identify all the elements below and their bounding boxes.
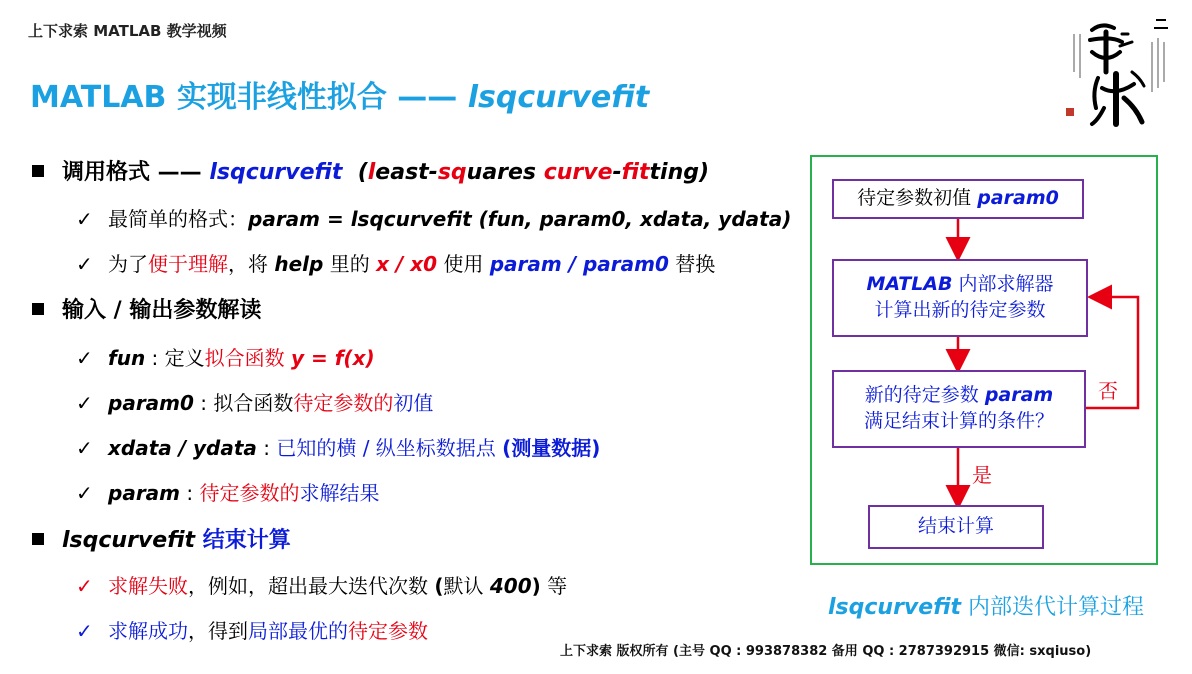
text: : <box>256 436 277 460</box>
highlight-blue: 求解成功 <box>108 619 188 643</box>
param-name: xdata / ydata <box>108 436 257 460</box>
highlight: 待定参数 <box>348 619 428 643</box>
highlight-blue: 已知的横 / 纵坐标数据点 <box>276 436 503 460</box>
sub-simplest-format <box>76 203 791 232</box>
square-bullet-icon <box>32 165 44 177</box>
highlight-blue: 初值 <box>393 391 434 415</box>
label-no: 否 <box>1098 379 1118 403</box>
text: : 定义 <box>145 346 205 370</box>
text: ，将 <box>228 252 275 276</box>
text: ，得到 <box>188 619 248 643</box>
copyright-footer: 上下求索 版权所有 (主号 QQ : 993878382 备用 QQ : 2787392915 微信: sxqiuso) <box>560 644 1092 659</box>
box-var: param0 <box>977 187 1059 210</box>
bullet-end-calc <box>32 523 291 554</box>
square-bullet-icon <box>32 303 44 315</box>
text-east: east- <box>375 160 438 185</box>
check-icon: ✓ <box>76 207 93 231</box>
function-name: lsqcurvefit <box>209 160 343 185</box>
check-icon: ✓ <box>76 619 93 643</box>
check-icon: ✓ <box>76 481 93 505</box>
sub-fail <box>76 570 567 599</box>
text: 使用 <box>437 252 490 276</box>
square-bullet-icon <box>32 533 44 545</box>
sub-fun <box>76 342 375 371</box>
sub-param <box>76 477 379 506</box>
syntax-code: param = lsqcurvefit (fun, param0, xdata, ydata) <box>248 207 792 231</box>
box-text: 待定参数初值 <box>857 187 978 210</box>
max-iter-value: 400 <box>489 574 532 598</box>
highlight-blue: 求解结果 <box>299 481 380 505</box>
iteration-flowchart <box>810 155 1158 565</box>
caption-text: 内部迭代计算过程 <box>961 595 1145 620</box>
title-part1: MATLAB 实现非线性拟合 —— <box>30 80 468 115</box>
param-name: param0 <box>108 391 194 415</box>
text: : <box>180 481 200 505</box>
flowchart-caption <box>828 590 1144 621</box>
box-var: param <box>984 384 1054 407</box>
box-condition <box>832 370 1086 448</box>
highlight: 待定参数的 <box>199 481 300 505</box>
function-name: lsqcurvefit <box>62 528 196 553</box>
highlight: 求解失败 <box>108 574 188 598</box>
hl-l: l <box>367 160 376 185</box>
bullet-io-params <box>32 293 261 324</box>
bullet-label: 输入 / 输出参数解读 <box>62 298 262 323</box>
box-solver <box>832 259 1088 337</box>
formula: y = f(x) <box>291 346 375 370</box>
help-word: help <box>274 252 324 276</box>
text-dash: - <box>612 160 622 185</box>
sub-param0 <box>76 387 433 416</box>
text: 替换 <box>668 252 716 276</box>
text: ( <box>434 574 444 598</box>
check-icon: ✓ <box>76 252 93 276</box>
box-text: 计算出新的待定参数 <box>874 299 1046 321</box>
box-text: 内部求解器 <box>952 273 1054 296</box>
text: ，例如，超出最大迭代次数 <box>188 574 435 598</box>
text: : 拟合函数 <box>193 391 294 415</box>
new-vars: param / param0 <box>489 252 669 276</box>
check-icon: ✓ <box>76 391 93 415</box>
box-text: 满足结束计算的条件？ <box>863 410 1054 432</box>
check-icon: ✓ <box>76 574 93 598</box>
box-end-calc <box>868 505 1044 549</box>
hl-curve: curve <box>543 160 613 185</box>
check-icon: ✓ <box>76 436 93 460</box>
header-text: 上下求索 MATLAB 教学视频 <box>28 22 227 40</box>
sub-xdata-ydata <box>76 432 600 461</box>
bullet-label: 结束计算 <box>195 528 291 553</box>
text: ) <box>531 574 541 598</box>
caption-function: lsqcurvefit <box>828 595 962 620</box>
bullet-call-format <box>32 155 709 186</box>
text-ting: ting) <box>649 160 710 185</box>
sub-label: 最简单的格式： <box>108 207 248 231</box>
hl-fit: fit <box>621 160 650 185</box>
text: 等 <box>540 574 568 598</box>
hl-sq: sq <box>437 160 467 185</box>
text-uares: uares <box>466 160 544 185</box>
highlight: 拟合函数 <box>204 346 291 370</box>
bullet-label: 调用格式 —— <box>62 160 210 185</box>
box-text: 结束计算 <box>917 515 994 538</box>
box-text: 新的待定参数 <box>864 384 985 407</box>
page-title <box>30 72 649 116</box>
highlight: 待定参数的 <box>293 391 394 415</box>
calligraphy-seal-logo <box>1062 12 1180 132</box>
highlight-blue: (测量数据) <box>502 436 601 460</box>
param-name: fun <box>108 346 146 370</box>
paren: ( <box>357 160 368 185</box>
sub-success <box>76 615 428 644</box>
highlight: 便于理解 <box>148 252 228 276</box>
param-name: param <box>108 481 181 505</box>
check-icon: ✓ <box>76 346 93 370</box>
title-function: lsqcurvefit <box>467 80 650 115</box>
old-vars: x / x0 <box>376 252 438 276</box>
box-initial-params <box>832 179 1084 219</box>
label-yes: 是 <box>972 463 992 487</box>
sub-replacement-note <box>76 248 715 277</box>
text: 为了 <box>108 252 148 276</box>
text: 默认 <box>443 574 490 598</box>
text: 里的 <box>323 252 377 276</box>
highlight-blue: 局部最优的 <box>248 619 348 643</box>
box-var: MATLAB <box>866 273 953 296</box>
